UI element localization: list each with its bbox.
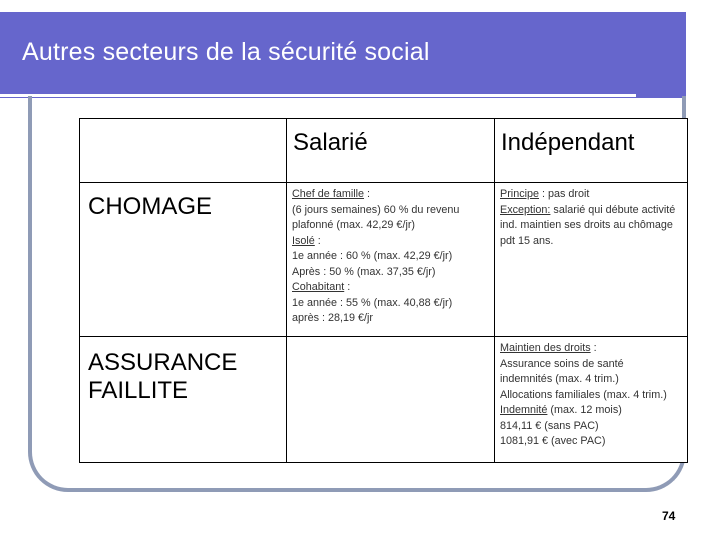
line-text: 1e année : 55 % (max. 40,88 €/jr) (292, 296, 453, 309)
underlined-term: Indemnité (500, 404, 548, 416)
underlined-term: Exception: (500, 203, 551, 216)
faillite-salarie-cell (287, 337, 495, 463)
cell-line (500, 403, 682, 419)
line-text: : (344, 281, 351, 293)
underlined-term: Chef de famille (292, 188, 365, 200)
cell-line (500, 187, 682, 203)
line-text: 1081,91 € (avec PAC) (500, 435, 606, 447)
line-text: : pas droit (539, 188, 590, 200)
cell-line (292, 249, 489, 265)
line-text: après : 28,19 €/jr (292, 312, 374, 324)
line-text: salarié qui débute activité ind. maintien ses droits au chômage pdt 15 ans. (500, 203, 676, 247)
cell-line (292, 203, 489, 234)
cell-line (292, 280, 489, 296)
line-text: 1e année : 60 % (max. 42,29 €/jr) (292, 250, 453, 262)
header-salarie: Salarié (287, 119, 495, 183)
chomage-salarie-cell (287, 183, 495, 337)
benefits-table (79, 118, 688, 463)
slide-title: Autres secteurs de la sécurité social (22, 38, 430, 66)
line-text: indemnités (max. 4 trim.) (500, 373, 619, 385)
line-text: Assurance soins de santé (500, 357, 624, 370)
cell-line (292, 311, 489, 327)
line-text: Après : 50 % (max. 37,35 €/jr) (292, 265, 436, 278)
cell-line (500, 341, 682, 357)
header-independant: Indépendant (495, 119, 688, 183)
cell-line (292, 234, 489, 250)
line-text: (6 jours semaines) 60 % du revenu plafonné (max. 42,29 €/jr) (292, 203, 460, 231)
cell-line (292, 296, 489, 312)
line-text: : (314, 234, 321, 247)
cell-line (500, 372, 682, 388)
cell-line (500, 357, 682, 373)
row-label-faillite (80, 337, 287, 463)
row-label-chomage (80, 183, 287, 337)
cell-line (500, 203, 682, 250)
cell-line (500, 419, 682, 435)
cell-line (500, 388, 682, 404)
table-header-row (80, 119, 688, 183)
cell-line (292, 187, 489, 203)
underlined-term: Maintien des droits (500, 342, 591, 354)
row-label-line1: ASSURANCE (88, 349, 238, 376)
line-text: (max. 12 mois) (547, 404, 622, 416)
underlined-term: Principe (500, 188, 540, 200)
frame-gap (686, 12, 720, 102)
row-label-text: CHOMAGE (88, 193, 213, 220)
line-text: : (364, 188, 371, 200)
underlined-term: Cohabitant (292, 281, 345, 293)
faillite-independant-cell (495, 337, 688, 463)
line-text: Allocations familiales (max. 4 trim.) (500, 388, 667, 401)
table-row-faillite (80, 337, 688, 463)
table-row-chomage (80, 183, 688, 337)
line-text: : (590, 342, 597, 354)
page-number: 74 (662, 509, 676, 523)
cell-line (292, 265, 489, 281)
line-text: 814,11 € (sans PAC) (500, 419, 599, 432)
header-empty-cell (80, 119, 287, 183)
cell-line (500, 434, 682, 450)
row-label-line2: FAILLITE (88, 377, 189, 404)
chomage-independant-cell (495, 183, 688, 337)
underlined-term: Isolé (292, 234, 315, 247)
